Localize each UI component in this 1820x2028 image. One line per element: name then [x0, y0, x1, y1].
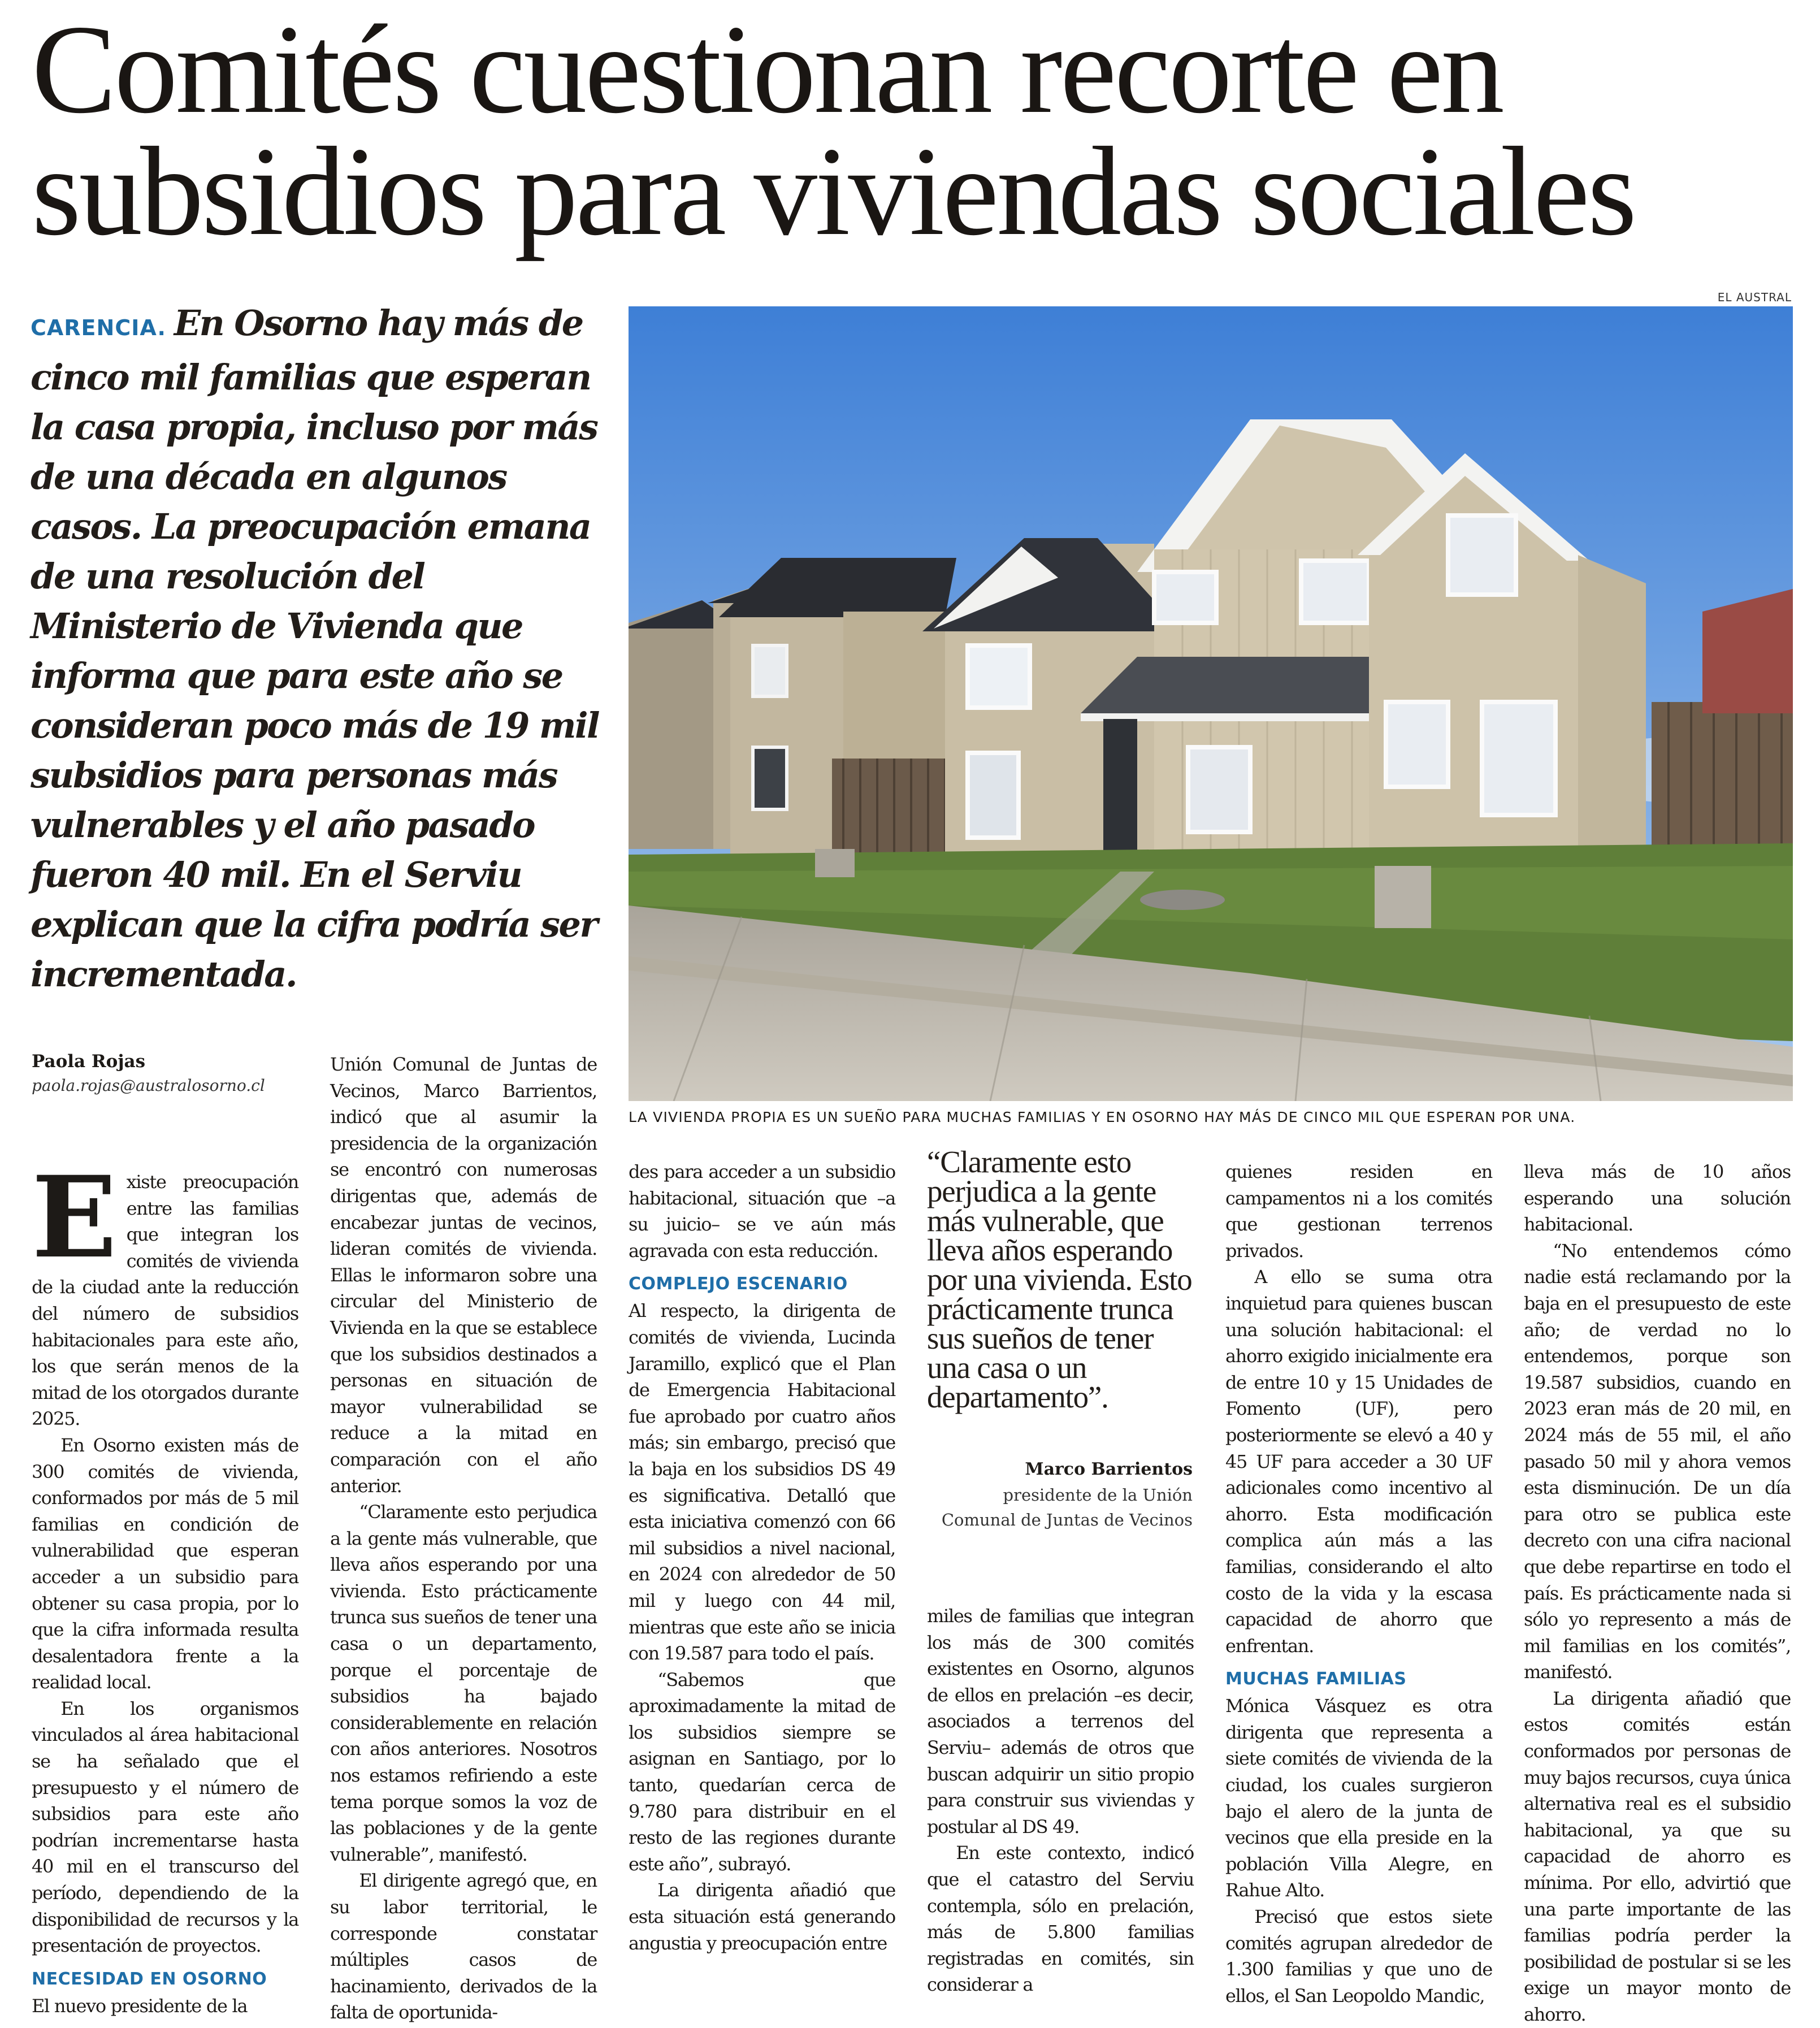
lead-text: En Osorno hay más de cinco mil familias que esperan la casa propia, incluso por más de una década en algunos casos. La preocupación emana de una resolución del Ministerio de Vivienda que informa que para este año se consideran poco más de 19 mil subsidios para personas más vulnerables y el año pasado fueron 40 mil. En el Serviu explican que la cifra podría ser incrementada. [31, 302, 599, 995]
article-column-5 [1225, 1159, 1492, 2009]
paragraph: En Osorno existen más de 300 comités de vivienda, conformados por más de 5 mil familias en condición de vulnerabilidad que esperan acceder a un subsidio para obtener su casa propia, por lo que la cifra informada resulta desalentadora frente a la realidad local. [32, 1434, 298, 1693]
article-column-3 [629, 1159, 895, 1956]
paragraph: A ello se suma otra inquietud para quienes buscan una solución habitacional: el ahorro exigido inicialmente era de entre 10 y 15 Unidades de Fomento (UF), pero posteriormente se elevó a 40 y 45 UF para acceder a 30 UF adicionales como incentivo al ahorro. Esta modificación complica aún más a las familias, considerando el alto costo de la vida y la escasa capacidad de ahorro que enfrentan. [1225, 1266, 1492, 1657]
article-column-1 [32, 1151, 298, 2019]
dropcap: E [32, 1151, 116, 1283]
paragraph: “Claramente esto perjudica a la gente más vulnerable, que lleva años esperando por una vivienda. Esto prácticamente trunca sus sueños de tener una casa o un departamento, porque el porcentaje de subsidios ha bajado considerablemente en relación con años anteriores. Nosotros nos estamos refiriendo a este tema porque somos la voz de las poblaciones y de la gente vulnerable”, manifestó. [330, 1501, 597, 1865]
paragraph: Al respecto, la dirigenta de comités de vivienda, Lucinda Jaramillo, explicó que el Plan de Emergencia Habitacional fue aprobado por cuatro años más; sin embargo, precisó que la baja en los subsidios DS 49 es significativa. Detalló que esta iniciativa comenzó con 66 mil subsidios a nivel nacional, en 2024 con alrededor de 50 mil y luego con 44 mil, mientras que este año se inicia con 19.587 para todo el país. [629, 1300, 895, 1665]
photo-credit: EL AUSTRAL [1717, 291, 1792, 304]
paragraph: Precisó que estos siete comités agrupan alrededor de 1.300 familias y que uno de ellos, el San Leopoldo Mandic, [1225, 1906, 1492, 2007]
paragraph: quienes residen en campamentos ni a los comités que gestionan terrenos privados. [1225, 1161, 1492, 1262]
paragraph: xiste preocupación entre las familias que integran los comités de vivienda de la ciudad ante la reducción del número de subsidios habitacionales para este año, los que serán menos de la mitad de los otorgados durante 2025. [32, 1171, 298, 1430]
paragraph: miles de familias que integran los más de 300 comités existentes en Osorno, algunos de ellos en prelación –es decir, asociados a terrenos del Serviu– además de otros que buscan adquirir un sitio propio para construir sus viviendas y postular al DS 49. [927, 1605, 1194, 1838]
paragraph: “No entendemos cómo nadie está reclamando por la baja en el presupuesto de este año; de verdad no lo entendemos, porque son 19.587 subsidios, cuando en 2023 eran más de 20 mil, en 2024 más de 55 mil, el año pasado 50 mil y ahora vemos esta disminución. De un día para otro se publica este decreto con una cifra nacional que debe repartirse en todo el país. Es prácticamente nada si sólo yo represento a más de mil familias en los comités”, manifestó. [1524, 1240, 1791, 1683]
headline: Comités cuestionan recorte en subsidios para viviendas sociales [32, 0, 1635, 262]
pull-quote: “Claramente esto perjudica a la gente más vulnerable, que lleva años esperando por una vivienda. Esto prácticamente trunca sus sueños de tener una casa o un departamento”. [927, 1145, 1192, 1414]
paragraph: des para acceder a un subsidio habitacional, situación que –a su juicio– se ve aún más agravada con esta reducción. [629, 1161, 895, 1262]
paragraph: El dirigente agregó que, en su labor territorial, le corresponde constatar múltiples casos de hacinamiento, derivados de la falta de oportunida- [330, 1870, 597, 2023]
paragraph: En este contexto, indicó que el catastro del Serviu contempla, sólo en prelación, más de 5.800 familias registradas en comités, sin considerar a [927, 1842, 1194, 1996]
housing-photo [629, 306, 1793, 1101]
byline [32, 1051, 292, 1095]
lead-kicker: CARENCIA. [31, 315, 166, 340]
lead-paragraph [31, 298, 601, 999]
article-column-4 [927, 1603, 1194, 1998]
paragraph: El nuevo presidente de la [32, 1995, 248, 2017]
subheading-muchas-familias: MUCHAS FAMILIAS [1225, 1669, 1407, 1689]
article-column-6 [1524, 1159, 1791, 2028]
paragraph: En los organismos vinculados al área habitacional se ha señalado que el presupuesto y el número de subsidios para este año podrían incrementarse hasta 40 mil en el transcurso del período, dependiendo de la disponibilidad de recursos y la presentación de proyectos. [32, 1697, 298, 1957]
subheading-necesidad: NECESIDAD EN OSORNO [32, 1969, 267, 1989]
paragraph: Unión Comunal de Juntas de Vecinos, Marco Barrientos, indicó que al asumir la presidencia de la organización se encontró con numerosas dirigentas que, además de encabezar juntas de vecinos, lideran comités de vivienda. Ellas le informaron sobre una circular del Ministerio de Vivienda en la que se establece que los subsidios destinados a personas en situación de mayor vulnerabilidad se reduce a la mitad en comparación con el año anterior. [330, 1054, 597, 1497]
article-column-2 [330, 1051, 597, 2026]
paragraph: lleva más de 10 años esperando una solución habitacional. [1524, 1161, 1791, 1236]
photo-caption: LA VIVIENDA PROPIA ES UN SUEÑO PARA MUCHAS FAMILIAS Y EN OSORNO HAY MÁS DE CINCO MIL QUE ESPERAN POR UNA. [629, 1109, 1576, 1125]
paragraph: Mónica Vásquez es otra dirigenta que representa a siete comités de vivienda de la ciudad, los cuales surgieron bajo el alero de la junta de vecinos que ella preside en la población Villa Alegre, en Rahue Alto. [1225, 1695, 1492, 1901]
paragraph: La dirigenta añadió que estos comités están conformados por personas de muy bajos recursos, cuya única alternativa real es el subsidio habitacional, ya que su capacidad de ahorro es mínima. Por ello, advirtió que una parte importante de las familias podría perder la posibilidad de postular si se les exige un mayor monto de ahorro. [1524, 1687, 1791, 2025]
author-email: paola.rojas@australosorno.cl [32, 1076, 265, 1095]
paragraph: “Sabemos que aproximadamente la mitad de los subsidios siempre se asignan en Santiago, por lo tanto, quedarían cerca de 9.780 para distribuir en el resto de las regiones durante este año”, subrayó. [629, 1669, 895, 1875]
pull-quote-attribution [927, 1459, 1193, 1532]
quote-name: Marco Barrientos [1025, 1459, 1193, 1479]
author-name: Paola Rojas [32, 1051, 146, 1072]
quote-role: presidente de la Unión Comunal de Juntas de Vecinos [941, 1485, 1193, 1529]
subheading-complejo: COMPLEJO ESCENARIO [629, 1274, 848, 1294]
housing-photo-icon [629, 306, 1793, 1101]
paragraph: La dirigenta añadió que esta situación está generando angustia y preocupación entre [629, 1879, 895, 1954]
